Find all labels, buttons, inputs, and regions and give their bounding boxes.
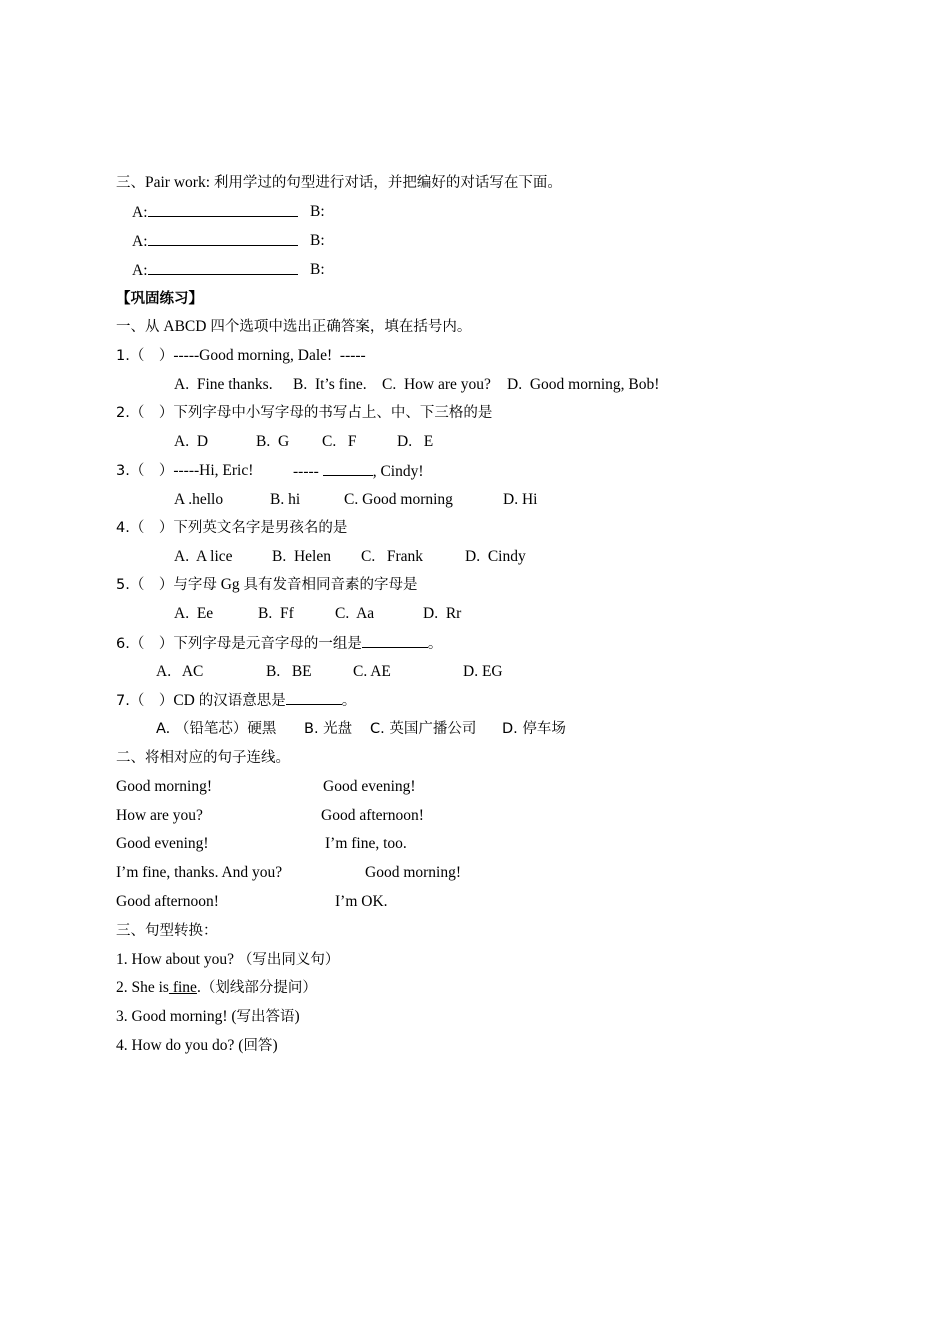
dialogue-row: A:: [132, 231, 298, 252]
q3-option-a: A .hello: [174, 491, 224, 508]
match-right-item[interactable]: I’m fine, too.: [325, 835, 407, 852]
question-3-blank-line: ----- , Cindy!: [293, 463, 424, 480]
match-left-item[interactable]: Good morning!: [116, 778, 213, 795]
answer-blank[interactable]: [362, 633, 428, 648]
match-left-item[interactable]: Good evening!: [116, 835, 209, 852]
transform-item-3: 3. Good morning! (写出答语): [116, 1008, 300, 1025]
q1-option-b: B. It’s fine.: [293, 376, 367, 393]
section1-heading: 一、从 ABCD 四个选项中选出正确答案，填在括号内。: [116, 318, 472, 335]
question-2: 2.（ ）下列字母中小写字母的书写占上、中、下三格的是: [116, 405, 493, 421]
q4-option-d: D. Cindy: [465, 548, 526, 565]
answer-blank[interactable]: [148, 231, 298, 246]
q2-option-c: C. F: [322, 433, 357, 450]
q3-option-c: C. Good morning: [344, 491, 453, 508]
q5-option-d: D. Rr: [423, 605, 462, 622]
q6-option-c: C. AE: [353, 663, 391, 680]
q4-option-a: A. A lice: [174, 548, 233, 565]
match-left-item[interactable]: Good afternoon!: [116, 893, 219, 910]
q3-option-d: D. Hi: [503, 491, 538, 508]
question-3: 3.（ ）-----Hi, Eric!: [116, 462, 254, 479]
q5-option-b: B. Ff: [258, 605, 294, 622]
q7-option-d: D. 停车场: [502, 721, 566, 737]
practice-title: 【巩固练习】: [116, 291, 203, 307]
q5-option-c: C. Aa: [335, 605, 375, 622]
q6-option-a: A. AC: [156, 663, 204, 680]
q1-option-a: A. Fine thanks.: [174, 376, 273, 393]
q6-option-d: D. EG: [463, 663, 503, 680]
transform-item-4: 4. How do you do? (回答): [116, 1037, 278, 1054]
answer-blank[interactable]: [148, 202, 298, 217]
q4-option-b: B. Helen: [272, 548, 331, 565]
question-5: 5.（ ）与字母 Gg 具有发音相同音素的字母是: [116, 576, 418, 593]
underlined-word: fine: [168, 979, 197, 996]
dialogue-b-label: B:: [310, 203, 325, 220]
q7-option-a: A. （铅笔芯）硬黑: [156, 721, 277, 737]
section2-heading: 二、将相对应的句子连线。: [116, 750, 290, 766]
answer-blank[interactable]: [286, 690, 342, 705]
q4-option-c: C. Frank: [361, 548, 423, 565]
q5-option-a: A. Ee: [174, 605, 214, 622]
q7-option-c: C. 英国广播公司: [370, 721, 477, 737]
q6-option-b: B. BE: [266, 663, 312, 680]
match-left-item[interactable]: How are you?: [116, 807, 203, 824]
q3-option-b: B. hi: [270, 491, 301, 508]
match-right-item[interactable]: I’m OK.: [335, 893, 388, 910]
q7-option-b: B. 光盘: [304, 721, 353, 737]
match-right-item[interactable]: Good afternoon!: [321, 807, 424, 824]
q2-option-d: D. E: [397, 433, 434, 450]
q1-option-c: C. How are you?: [382, 376, 491, 393]
section3-heading: 三、句型转换：: [116, 923, 218, 939]
transform-item-1: 1. How about you? （写出同义句）: [116, 951, 340, 968]
answer-blank[interactable]: [323, 461, 373, 476]
match-left-item[interactable]: I’m fine, thanks. And you?: [116, 864, 283, 881]
q2-option-a: A. D: [174, 433, 209, 450]
question-4: 4.（ ）下列英文名字是男孩名的是: [116, 520, 348, 536]
transform-item-2: 2. She is fine.（划线部分提问）: [116, 979, 317, 996]
dialogue-row: A:: [132, 202, 298, 223]
dialogue-row: A:: [132, 260, 298, 281]
answer-blank[interactable]: [148, 260, 298, 275]
pair-work-heading: 三、Pair work: 利用学过的句型进行对话，并把编好的对话写在下面。: [116, 174, 562, 191]
dialogue-b-label: B:: [310, 261, 325, 278]
q1-option-d: D. Good morning, Bob!: [507, 376, 660, 393]
match-right-item[interactable]: Good morning!: [365, 864, 462, 881]
question-1: 1.（ ）-----Good morning, Dale! -----: [116, 347, 366, 364]
question-6: 6.（ ）下列字母是元音字母的一组是 。: [116, 633, 442, 654]
dialogue-b-label: B:: [310, 232, 325, 249]
question-7: 7.（ ）CD 的汉语意思是 。: [116, 692, 357, 709]
match-right-item[interactable]: Good evening!: [323, 778, 416, 795]
q2-option-b: B. G: [256, 433, 290, 450]
